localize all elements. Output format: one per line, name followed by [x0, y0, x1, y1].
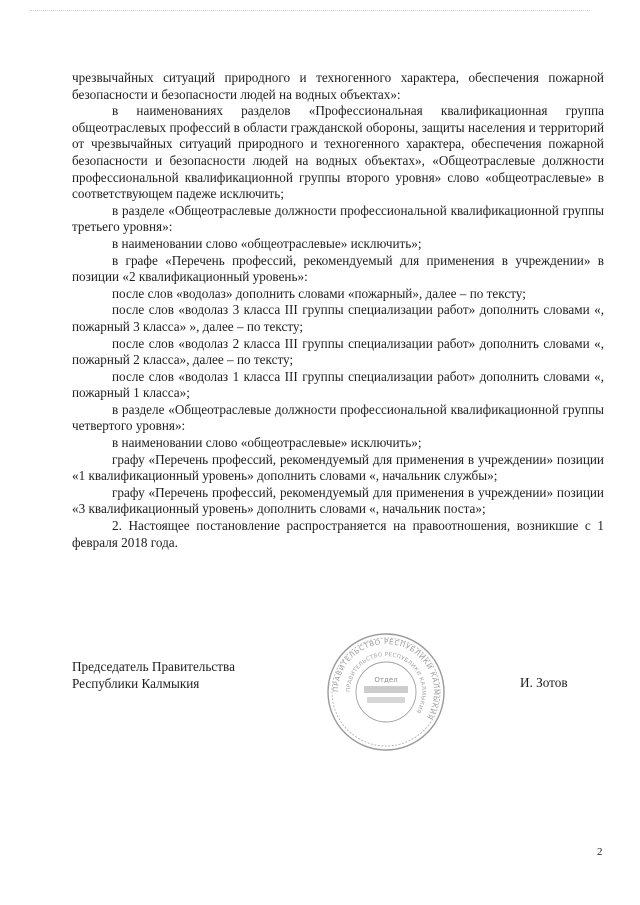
seal-center-line: [367, 697, 405, 703]
paragraph: после слов «водолаз» дополнить словами «пожарный», далее – по тексту;: [112, 285, 526, 301]
paragraph: в разделе «Общеотраслевые должности профессиональной квалификационной группы четвертого уровня»:: [72, 401, 604, 434]
seal-ring-text: ПРАВИТЕЛЬСТВО РЕСПУБЛИКИ КАЛМЫКИЯ: [331, 637, 441, 721]
seal-center-text: Отдел: [374, 676, 398, 684]
paragraph: в наименовании слово «общеотраслевые» исключить»;: [112, 235, 422, 251]
paragraph: графу «Перечень профессий, рекомендуемый для применения в учреждении» позиции «1 квалификационный уровень» дополнить словами «, начальник службы»;: [72, 451, 604, 484]
paragraph: чрезвычайных ситуаций природного и техногенного характера, обеспечения пожарной безопасности и безопасности людей на водных объектах»:: [72, 70, 604, 102]
paragraph: после слов «водолаз 1 класса III группы специализации работ» дополнить словами «, пожарный 1 класса»;: [72, 368, 604, 401]
seal-center-line: [364, 686, 408, 693]
paragraph: 2. Настоящее постановление распространяется на правоотношения, возникшие с 1 февраля 2018 года.: [72, 518, 604, 550]
paragraph: после слов «водолаз 3 класса III группы специализации работ» дополнить словами «, пожарный 3 класса» », далее – по тексту;: [72, 302, 604, 334]
scan-noise: [30, 10, 590, 13]
paragraph: в наименованиях разделов «Профессиональная квалификационная группа общеотраслевых профессий в области гражданской обороны, защиты населения и территорий от чрезвычайных ситуаций природного и техногенного характера, обеспечения пожарной безопасности и безопасности людей на водных объектах», «Общеотраслевые должности профессиональной квалификационной группы второго уровня» слово «общеотраслевые» в соответствующем падеже исключить;: [72, 103, 604, 202]
signatory-title-line1: Председатель Правительства: [72, 659, 235, 674]
body-text: [72, 70, 604, 551]
seal-inner-ring-text: ПРАВИТЕЛЬСТВО РЕСПУБЛИКИ КАЛМЫКИЯ: [345, 651, 427, 715]
signatory-name: И. Зотов: [520, 675, 568, 690]
paragraph: в разделе «Общеотраслевые должности профессиональной квалификационной группы третьего уровня»:: [72, 202, 604, 235]
paragraph: в графе «Перечень профессий, рекомендуемый для применения в учреждении» в позиции «2 квалификационный уровень»:: [72, 252, 604, 285]
paragraph: графу «Перечень профессий, рекомендуемый для применения в учреждении» позиции «3 квалификационный уровень» дополнить словами «, начальник поста»;: [72, 484, 604, 517]
signatory-title: [72, 658, 235, 692]
paragraph: в наименовании слово «общеотраслевые» исключить»;: [112, 435, 422, 451]
official-seal: [324, 630, 448, 754]
signatory-title-line2: Республики Калмыкия: [72, 676, 200, 691]
paragraph: после слов «водолаз 2 класса III группы специализации работ» дополнить словами «, пожарный 2 класса», далее – по тексту;: [72, 335, 604, 368]
page-number: 2: [597, 846, 603, 858]
